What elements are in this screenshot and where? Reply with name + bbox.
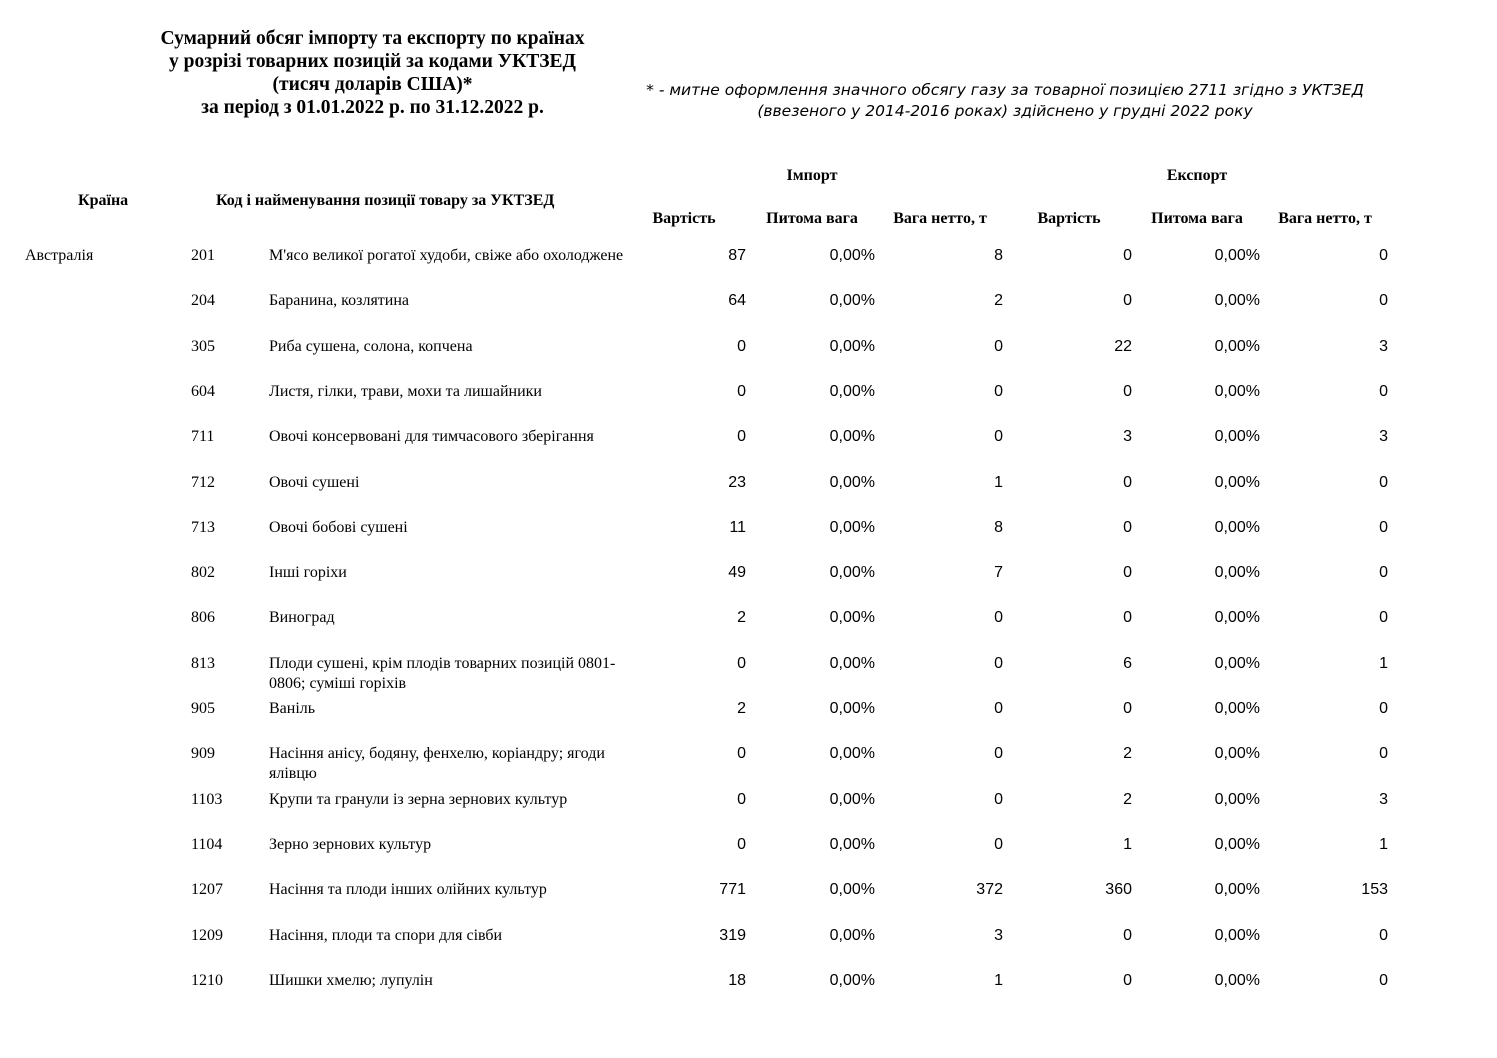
cell-exp-value: 2 bbox=[1123, 790, 1132, 808]
cell-imp-value: 2 bbox=[737, 700, 746, 717]
cell-imp-value: 319 bbox=[719, 926, 746, 944]
cell-exp-weight: 0 bbox=[1379, 382, 1388, 400]
table-row bbox=[0, 835, 1497, 877]
header-import-share: Питома вага bbox=[766, 210, 858, 227]
cell-imp-weight: 1 bbox=[994, 971, 1003, 989]
cell-imp-share: 0,00% bbox=[829, 700, 875, 717]
cell-name: Овочі консервовані для тимчасового зберігання bbox=[269, 428, 594, 446]
cell-exp-weight: 1 bbox=[1379, 835, 1388, 853]
title-line-4: за період з 01.01.2022 р. по 31.12.2022 р. bbox=[201, 97, 544, 118]
cell-imp-value: 0 bbox=[737, 337, 746, 355]
cell-imp-weight: 0 bbox=[994, 700, 1003, 717]
cell-code: 1209 bbox=[191, 926, 223, 944]
header-code-name: Код і найменування позиції товару за УКТЗЕД bbox=[216, 192, 555, 209]
cell-imp-weight: 1 bbox=[994, 473, 1003, 491]
report-title bbox=[120, 27, 625, 119]
table-row bbox=[0, 926, 1497, 968]
cell-imp-value: 0 bbox=[737, 745, 746, 763]
cell-exp-value: 0 bbox=[1123, 926, 1132, 944]
cell-name: Овочі сушені bbox=[269, 473, 360, 491]
cell-exp-value: 2 bbox=[1123, 745, 1132, 763]
cell-code: 713 bbox=[191, 518, 215, 536]
table-row bbox=[0, 880, 1497, 922]
cell-exp-weight: 0 bbox=[1379, 473, 1388, 491]
cell-code: 711 bbox=[191, 428, 215, 446]
cell-exp-weight: 0 bbox=[1379, 609, 1388, 627]
cell-exp-value: 3 bbox=[1123, 428, 1132, 446]
header-export-value: Вартість bbox=[1037, 210, 1101, 227]
cell-imp-weight: 8 bbox=[994, 247, 1003, 264]
table-row bbox=[0, 473, 1497, 515]
cell-exp-share: 0,00% bbox=[1214, 790, 1260, 808]
cell-exp-value: 1 bbox=[1123, 835, 1132, 853]
cell-exp-weight: 0 bbox=[1379, 292, 1388, 310]
cell-imp-weight: 0 bbox=[994, 654, 1003, 672]
cell-name: Ваніль bbox=[269, 700, 316, 717]
cell-imp-share: 0,00% bbox=[829, 428, 875, 446]
cell-imp-weight: 0 bbox=[994, 745, 1003, 763]
cell-name: Насіння та плоди інших олійних культур bbox=[269, 881, 547, 899]
cell-exp-share: 0,00% bbox=[1214, 247, 1260, 264]
cell-exp-share: 0,00% bbox=[1214, 881, 1260, 899]
cell-code: 909 bbox=[191, 745, 215, 763]
cell-imp-value: 87 bbox=[728, 247, 746, 264]
cell-imp-weight: 0 bbox=[994, 609, 1003, 627]
cell-exp-share: 0,00% bbox=[1214, 926, 1260, 944]
footnote-line-1: * - митне оформлення значного обсягу газу за товарної позицією 2711 згідно з УКТЗЕД bbox=[646, 81, 1364, 99]
cell-exp-share: 0,00% bbox=[1214, 835, 1260, 853]
cell-exp-share: 0,00% bbox=[1214, 337, 1260, 355]
cell-exp-share: 0,00% bbox=[1214, 473, 1260, 491]
cell-imp-value: 49 bbox=[728, 564, 746, 582]
cell-exp-weight: 3 bbox=[1379, 428, 1388, 446]
cell-exp-value: 0 bbox=[1123, 247, 1132, 264]
cell-imp-share: 0,00% bbox=[829, 971, 875, 989]
cell-exp-share: 0,00% bbox=[1214, 428, 1260, 446]
header-import-value: Вартість bbox=[652, 210, 716, 227]
table-row bbox=[0, 699, 1497, 741]
cell-name: Листя, гілки, трави, мохи та лишайники bbox=[269, 382, 542, 400]
cell-code: 604 bbox=[191, 382, 215, 400]
cell-name: М'ясо великої рогатої худоби, свіже або охолоджене bbox=[269, 247, 624, 264]
cell-name: Овочі бобові сушені bbox=[269, 518, 408, 536]
cell-imp-share: 0,00% bbox=[829, 337, 875, 355]
cell-exp-value: 22 bbox=[1114, 337, 1132, 355]
cell-code: 1104 bbox=[191, 835, 223, 853]
table-row bbox=[0, 971, 1497, 1013]
cell-exp-weight: 0 bbox=[1379, 518, 1388, 536]
cell-exp-weight: 0 bbox=[1379, 247, 1388, 264]
cell-exp-weight: 153 bbox=[1361, 881, 1388, 899]
cell-exp-value: 0 bbox=[1123, 292, 1132, 310]
cell-exp-share: 0,00% bbox=[1214, 609, 1260, 627]
cell-imp-value: 2 bbox=[737, 609, 746, 627]
cell-imp-share: 0,00% bbox=[829, 926, 875, 944]
cell-imp-value: 11 bbox=[729, 518, 746, 536]
table-row bbox=[0, 427, 1497, 469]
cell-imp-share: 0,00% bbox=[829, 654, 875, 672]
cell-imp-weight: 372 bbox=[976, 881, 1003, 899]
cell-exp-value: 0 bbox=[1123, 971, 1132, 989]
cell-imp-weight: 7 bbox=[994, 564, 1003, 582]
cell-name: Баранина, козлятина bbox=[269, 292, 410, 310]
table-row bbox=[0, 608, 1497, 650]
cell-exp-weight: 0 bbox=[1379, 745, 1388, 763]
header-export-weight: Вага нетто, т bbox=[1278, 210, 1372, 227]
cell-imp-weight: 3 bbox=[994, 926, 1003, 944]
footnote-line-2: (ввезеного у 2014-2016 роках) здійснено у грудні 2022 року bbox=[757, 102, 1253, 120]
cell-exp-share: 0,00% bbox=[1214, 971, 1260, 989]
cell-code: 1207 bbox=[191, 881, 223, 899]
cell-exp-weight: 0 bbox=[1379, 971, 1388, 989]
cell-exp-value: 0 bbox=[1123, 518, 1132, 536]
cell-code: 1210 bbox=[191, 971, 223, 989]
cell-exp-share: 0,00% bbox=[1214, 382, 1260, 400]
cell-imp-share: 0,00% bbox=[829, 473, 875, 491]
cell-exp-value: 360 bbox=[1105, 881, 1132, 899]
cell-exp-value: 0 bbox=[1123, 473, 1132, 491]
title-line-2: у розрізі товарних позицій за кодами УКТЗЕД bbox=[169, 51, 576, 72]
cell-exp-weight: 1 bbox=[1379, 654, 1388, 672]
cell-imp-value: 18 bbox=[728, 971, 746, 989]
table-row bbox=[0, 744, 1497, 786]
cell-imp-weight: 0 bbox=[994, 428, 1003, 446]
cell-exp-share: 0,00% bbox=[1214, 745, 1260, 763]
header-import: Імпорт bbox=[786, 167, 838, 184]
cell-imp-value: 0 bbox=[737, 790, 746, 808]
table-row bbox=[0, 246, 1497, 288]
cell-imp-share: 0,00% bbox=[829, 518, 875, 536]
table-row bbox=[0, 382, 1497, 424]
header-export-share: Питома вага bbox=[1151, 210, 1243, 227]
cell-exp-share: 0,00% bbox=[1214, 292, 1260, 310]
cell-exp-share: 0,00% bbox=[1214, 518, 1260, 536]
cell-imp-share: 0,00% bbox=[829, 564, 875, 582]
cell-name: Шишки хмелю; лупулін bbox=[269, 971, 433, 989]
cell-exp-weight: 0 bbox=[1379, 700, 1388, 717]
cell-name: Крупи та гранули із зерна зернових культур bbox=[269, 790, 568, 808]
cell-imp-share: 0,00% bbox=[829, 790, 875, 808]
cell-imp-weight: 0 bbox=[994, 337, 1003, 355]
cell-imp-value: 771 bbox=[719, 881, 746, 899]
cell-exp-value: 0 bbox=[1123, 564, 1132, 582]
cell-imp-value: 0 bbox=[737, 654, 746, 672]
cell-name: Насіння, плоди та спори для сівби bbox=[269, 926, 503, 944]
cell-imp-weight: 0 bbox=[994, 835, 1003, 853]
cell-imp-value: 64 bbox=[728, 292, 746, 310]
cell-code: 905 bbox=[191, 700, 215, 717]
cell-code: 712 bbox=[191, 473, 215, 491]
cell-exp-weight: 0 bbox=[1379, 926, 1388, 944]
cell-exp-value: 0 bbox=[1123, 700, 1132, 717]
cell-imp-value: 23 bbox=[728, 473, 746, 491]
cell-name: Виноград bbox=[269, 609, 335, 627]
table-row bbox=[0, 790, 1497, 832]
cell-exp-value: 6 bbox=[1123, 654, 1132, 672]
cell-country: Австралія bbox=[25, 247, 94, 264]
cell-exp-value: 0 bbox=[1123, 609, 1132, 627]
title-line-1: Сумарний обсяг імпорту та експорту по країнах bbox=[160, 28, 585, 49]
cell-exp-weight: 0 bbox=[1379, 564, 1388, 582]
cell-imp-share: 0,00% bbox=[829, 609, 875, 627]
cell-imp-value: 0 bbox=[737, 382, 746, 400]
cell-code: 1103 bbox=[191, 790, 223, 808]
cell-exp-weight: 3 bbox=[1379, 790, 1388, 808]
title-line-3: (тисяч доларів США)* bbox=[272, 74, 473, 95]
cell-imp-share: 0,00% bbox=[829, 745, 875, 763]
cell-imp-share: 0,00% bbox=[829, 835, 875, 853]
cell-exp-value: 0 bbox=[1123, 382, 1132, 400]
cell-imp-weight: 2 bbox=[994, 292, 1003, 310]
cell-imp-share: 0,00% bbox=[829, 881, 875, 899]
header-country: Країна bbox=[78, 192, 129, 209]
cell-exp-share: 0,00% bbox=[1214, 654, 1260, 672]
cell-code: 813 bbox=[191, 654, 215, 672]
cell-code: 305 bbox=[191, 337, 215, 355]
cell-code: 806 bbox=[191, 609, 215, 627]
cell-exp-weight: 3 bbox=[1379, 337, 1388, 355]
table-row bbox=[0, 337, 1497, 379]
footnote bbox=[615, 80, 1395, 122]
cell-imp-share: 0,00% bbox=[829, 247, 875, 264]
cell-name: Інші горіхи bbox=[269, 564, 347, 582]
cell-imp-weight: 0 bbox=[994, 382, 1003, 400]
cell-code: 201 bbox=[191, 247, 215, 264]
table-row bbox=[0, 291, 1497, 333]
cell-name: Плоди сушені, крім плодів товарних позицій 0801-0806; суміші горіхів bbox=[269, 654, 616, 692]
cell-exp-share: 0,00% bbox=[1214, 564, 1260, 582]
table-row bbox=[0, 563, 1497, 605]
cell-name: Риба сушена, солона, копчена bbox=[269, 337, 473, 355]
header-import-weight: Вага нетто, т bbox=[893, 210, 987, 227]
cell-code: 802 bbox=[191, 564, 215, 582]
cell-name: Зерно зернових культур bbox=[269, 835, 432, 853]
cell-imp-weight: 0 bbox=[994, 790, 1003, 808]
header-export: Експорт bbox=[1166, 167, 1228, 184]
cell-imp-weight: 8 bbox=[994, 518, 1003, 536]
table-row bbox=[0, 518, 1497, 560]
cell-exp-share: 0,00% bbox=[1214, 700, 1260, 717]
cell-code: 204 bbox=[191, 292, 215, 310]
cell-imp-share: 0,00% bbox=[829, 292, 875, 310]
cell-imp-value: 0 bbox=[737, 428, 746, 446]
table-row bbox=[0, 654, 1497, 696]
cell-imp-value: 0 bbox=[737, 835, 746, 853]
cell-imp-share: 0,00% bbox=[829, 382, 875, 400]
cell-name: Насіння анісу, бодяну, фенхелю, коріандру; ягоди ялівцю bbox=[269, 745, 605, 783]
